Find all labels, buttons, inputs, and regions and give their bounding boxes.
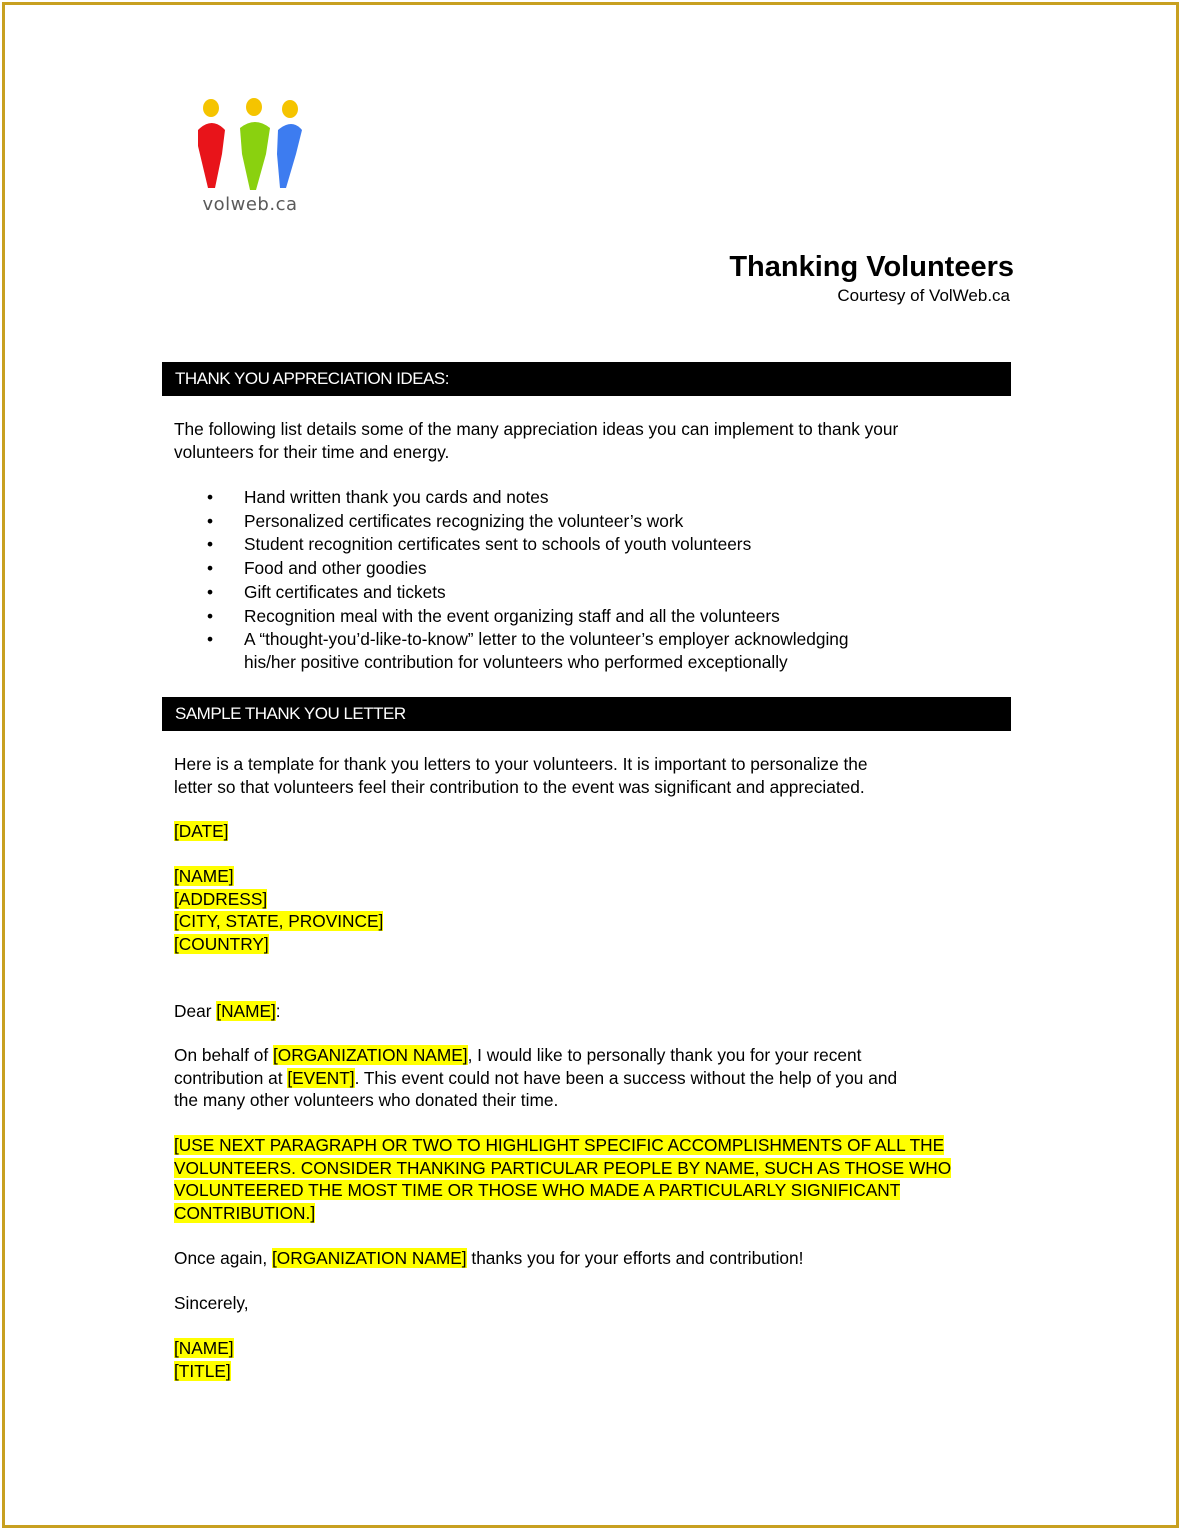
signature-name: [NAME] bbox=[174, 1338, 234, 1358]
organization-placeholder: [ORGANIZATION NAME] bbox=[272, 1045, 468, 1065]
list-item: • Recognition meal with the event organizing staff and all the volunteers bbox=[174, 605, 994, 629]
letter-intro: Here is a template for thank you letters to your volunteers. It is important to personalize the letter so that volunteers feel their contribution to the event was significant and appreciated. bbox=[174, 754, 868, 797]
ideas-intro: The following list details some of the many appreciation ideas you can implement to thank your volunteers for their time and energy. bbox=[174, 419, 899, 462]
list-item: • Student recognition certificates sent to schools of youth volunteers bbox=[174, 533, 994, 557]
date-placeholder: [DATE] bbox=[174, 821, 229, 841]
section-heading-ideas: THANK YOU APPRECIATION IDEAS: bbox=[162, 362, 1011, 396]
logo-text: volweb.ca bbox=[202, 194, 298, 215]
name-placeholder: [NAME] bbox=[216, 1001, 276, 1021]
section-heading-letter: SAMPLE THANK YOU LETTER bbox=[162, 697, 1011, 731]
address-line: [ADDRESS] bbox=[174, 888, 268, 909]
address-line: [COUNTRY] bbox=[174, 933, 269, 954]
document-subtitle: Courtesy of VolWeb.ca bbox=[837, 286, 1010, 305]
people-icon bbox=[192, 96, 308, 196]
list-item: • Personalized certificates recognizing the volunteer’s work bbox=[174, 510, 994, 534]
letter-address bbox=[174, 865, 1019, 955]
letter-paragraph-3: Once again, [ORGANIZATION NAME] thanks you for your efforts and contribution! bbox=[174, 1248, 804, 1268]
letter-paragraph-1: On behalf of [ORGANIZATION NAME], I would like to personally thank you for your recent contribution at [EVENT]. This event could not have been a success without the help of you and the many other volunteers who donated their time. bbox=[174, 1045, 898, 1110]
letter-closing: Sincerely, bbox=[174, 1293, 249, 1313]
document-title: Thanking Volunteers bbox=[729, 251, 1014, 283]
letter-signature bbox=[174, 1337, 1019, 1382]
event-placeholder: [EVENT] bbox=[287, 1067, 355, 1088]
volweb-logo bbox=[192, 96, 308, 220]
letter-salutation: Dear [NAME]: bbox=[174, 1001, 281, 1021]
list-item: • Hand written thank you cards and notes bbox=[174, 486, 994, 510]
organization-placeholder: [ORGANIZATION NAME] bbox=[272, 1248, 467, 1268]
letter-date bbox=[174, 820, 1019, 843]
letter-paragraph-2: [USE NEXT PARAGRAPH OR TWO TO HIGHLIGHT SPECIFIC ACCOMPLISHMENTS OF ALL THE VOLUNTEERS. CONSIDER THANKING PARTICULAR PEOPLE BY NAME, SUCH AS THOSE WHO VOLUNTEERED THE MOST TIME OR THOSE WHO MADE A PARTICULARLY SIGNIFICANT CONTRIBUTION.] bbox=[174, 1135, 952, 1223]
list-item: • A “thought-you’d-like-to-know” letter to the volunteer’s employer acknowledging his/her positive contribution for volunteers who performed exceptionally bbox=[174, 628, 994, 673]
address-line: [NAME] bbox=[174, 866, 234, 886]
address-line: [CITY, STATE, PROVINCE] bbox=[174, 911, 384, 931]
list-item: • Gift certificates and tickets bbox=[174, 581, 994, 605]
ideas-list bbox=[174, 486, 994, 673]
signature-title: [TITLE] bbox=[174, 1360, 231, 1381]
list-item: • Food and other goodies bbox=[174, 557, 994, 581]
